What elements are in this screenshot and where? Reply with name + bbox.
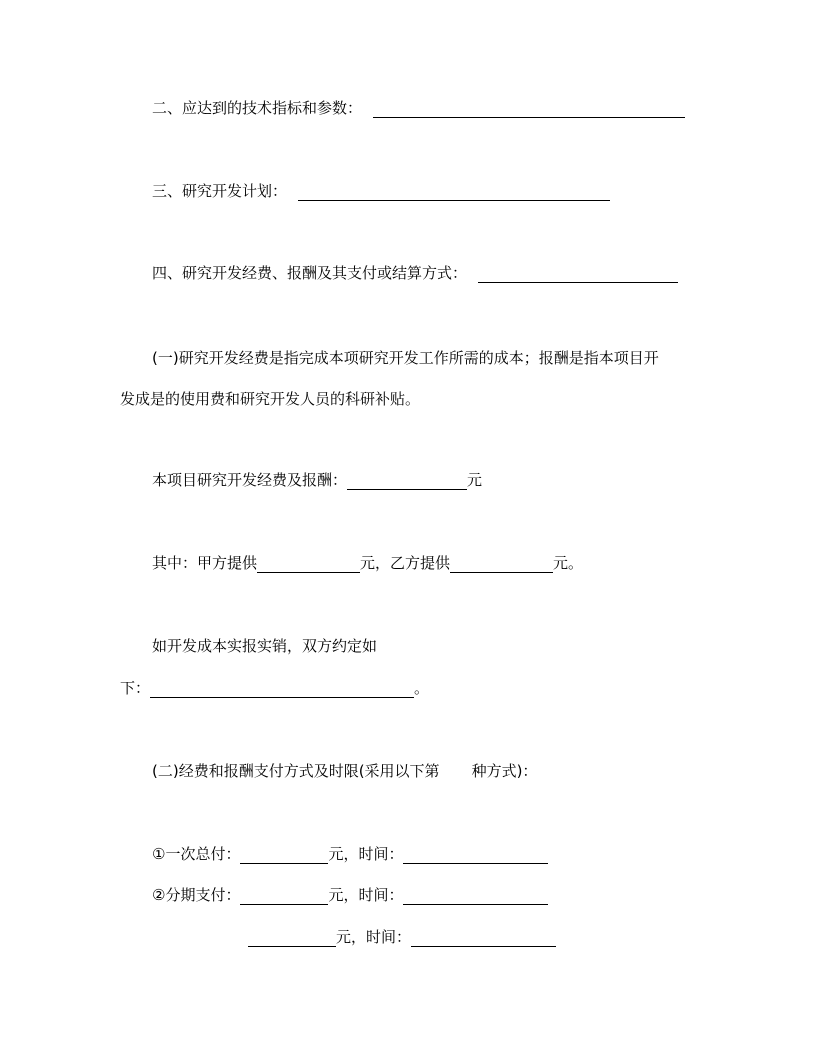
installment-label: ②分期支付： — [152, 886, 241, 904]
installment-2-amount-blank[interactable] — [248, 930, 336, 947]
reimburse-line-2 — [120, 678, 429, 698]
total-funding-label: 本项目研究开发经费及报酬： — [152, 471, 348, 489]
section-4-blank[interactable] — [478, 266, 678, 283]
reimburse-blank[interactable] — [150, 681, 414, 698]
installment-1-amount-blank[interactable] — [240, 888, 328, 905]
total-funding-line — [152, 470, 482, 490]
installment-2-unit-time: 元，时间： — [336, 928, 412, 946]
section-2-blank[interactable] — [373, 101, 685, 118]
party-b-unit: 元。 — [553, 554, 584, 572]
reimburse-end: 。 — [414, 679, 430, 697]
total-funding-unit: 元 — [467, 471, 483, 489]
lump-sum-time-blank[interactable] — [403, 847, 548, 864]
party-b-label: 元，乙方提供 — [360, 554, 451, 572]
party-b-amount-blank[interactable] — [450, 556, 553, 573]
reimburse-prefix: 下： — [120, 679, 151, 697]
total-funding-blank[interactable] — [347, 473, 467, 490]
section-3-line — [152, 181, 610, 201]
lump-sum-line — [152, 844, 548, 864]
funding-paragraph-line-1: (一)研究开发经费是指完成本项研究开发工作所需的成本；报酬是指本项目开 — [152, 349, 659, 367]
section-2-label: 二、应达到的技术指标和参数： — [152, 99, 363, 117]
installment-line-1 — [152, 885, 548, 905]
reimburse-line-1: 如开发成本实报实销，双方约定如 — [152, 637, 378, 655]
party-a-amount-blank[interactable] — [257, 556, 360, 573]
section-4-label: 四、研究开发经费、报酬及其支付或结算方式： — [152, 264, 468, 282]
payment-header-prefix: (二)经费和报酬支付方式及时限(采用以下第 — [152, 762, 440, 780]
section-4-line — [152, 263, 678, 283]
section-3-blank[interactable] — [298, 184, 610, 201]
funding-paragraph-line-2: 发成是的使用费和研究开发人员的科研补贴。 — [120, 390, 421, 408]
section-3-label: 三、研究开发计划： — [152, 182, 288, 200]
lump-sum-amount-blank[interactable] — [240, 847, 328, 864]
installment-line-2 — [248, 927, 556, 947]
funding-split-line — [152, 553, 583, 573]
installment-2-time-blank[interactable] — [411, 930, 556, 947]
payment-header-line — [152, 761, 537, 781]
section-2-line — [152, 98, 685, 118]
installment-1-unit-time: 元，时间： — [328, 886, 404, 904]
party-a-label: 其中：甲方提供 — [152, 554, 258, 572]
payment-header-suffix: 种方式)： — [471, 762, 538, 780]
lump-sum-unit-time: 元，时间： — [328, 845, 404, 863]
lump-sum-label: ①一次总付： — [152, 845, 241, 863]
installment-1-time-blank[interactable] — [403, 888, 548, 905]
